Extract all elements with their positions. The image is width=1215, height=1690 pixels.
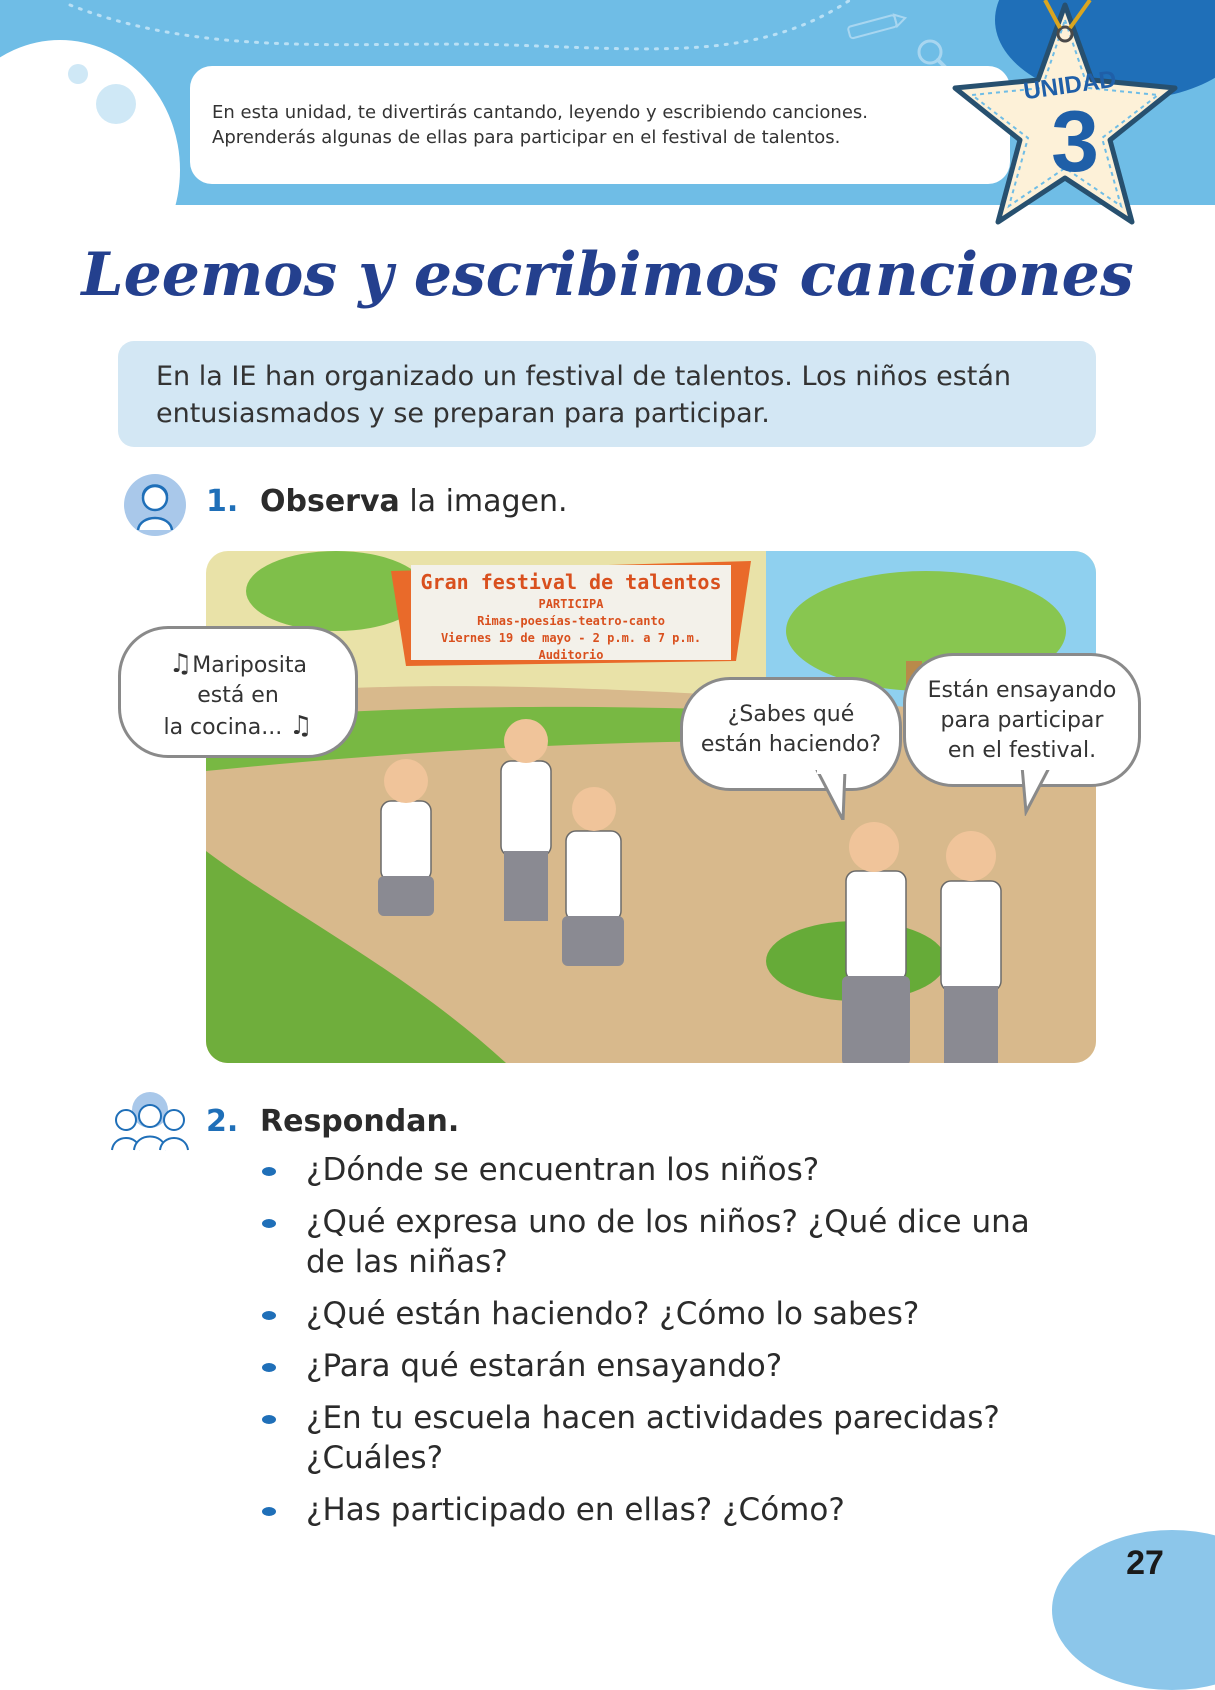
context-text [156, 358, 1066, 432]
decor-bubble [96, 84, 136, 124]
speech-bubble-song [118, 626, 358, 758]
question-line: ¿Qué están haciendo? ¿Cómo lo sabes? [306, 1296, 920, 1332]
activity-2-label: Respondan. [260, 1104, 460, 1139]
question-line: ¿Qué expresa uno de los niños? ¿Qué dice una [306, 1204, 1030, 1240]
decor-bubble [68, 64, 88, 84]
bubble-line: ¿Sabes qué [727, 702, 855, 727]
question-line: ¿Has participado en ellas? ¿Cómo? [306, 1492, 845, 1528]
intro-text [212, 100, 992, 150]
bubble-line: para participar [940, 708, 1104, 733]
student-icon [124, 474, 186, 536]
festival-illustration [206, 551, 1096, 1063]
list-item [258, 1346, 1078, 1386]
list-item [258, 1202, 1078, 1282]
activity-verb: Observa [260, 484, 400, 519]
question-line: ¿Para qué estarán ensayando? [306, 1348, 783, 1384]
activity-rest: la imagen. [399, 484, 568, 519]
intro-line: Aprenderás algunas de ellas para participar en el festival de talentos. [212, 127, 841, 148]
dotted-wave-decor [60, 0, 860, 60]
context-line: entusiasmados y se preparan para participar. [156, 398, 770, 429]
banner-line: Rimas-poesías-teatro-canto [477, 614, 665, 628]
list-item [258, 1150, 1078, 1190]
list-item [258, 1294, 1078, 1334]
bubble-line: en el festival. [947, 738, 1097, 763]
pencil-icon [840, 10, 910, 40]
bubble-line: está en [197, 683, 279, 708]
festival-banner [411, 568, 731, 664]
activity-1-instruction [260, 484, 568, 519]
bullet [262, 1363, 276, 1372]
context-line: En la IE han organizado un festival de talentos. Los niños están [156, 361, 1012, 392]
question-list [258, 1150, 1078, 1542]
question-line: ¿Dónde se encuentran los niños? [306, 1152, 820, 1188]
page-number: 27 [1126, 1544, 1164, 1582]
question-line: ¿Cuáles? [306, 1440, 444, 1476]
intro-line: En esta unidad, te divertirás cantando, leyendo y escribiendo canciones. [212, 102, 869, 123]
question-line: de las niñas? [306, 1244, 508, 1280]
music-note-icon: ♫ [168, 649, 193, 679]
bullet [262, 1167, 276, 1176]
bullet [262, 1415, 276, 1424]
banner-line: PARTICIPA [538, 597, 604, 611]
music-note-icon: ♫ [289, 711, 313, 741]
unit-label: UNIDAD [1021, 65, 1119, 106]
list-item [258, 1398, 1078, 1478]
bubble-line: la cocina... [163, 715, 283, 740]
bubble-line: Están ensayando [927, 678, 1117, 703]
banner-title: Gran festival de talentos [420, 570, 722, 594]
bullet [262, 1311, 276, 1320]
question-line: ¿En tu escuela hacen actividades parecidas? [306, 1400, 1000, 1436]
activity-number: 1. [206, 484, 239, 519]
banner-line: Viernes 19 de mayo - 2 p.m. a 7 p.m. [440, 631, 702, 645]
activity-1 [206, 484, 238, 519]
banner-line: Auditorio [538, 648, 604, 662]
bubble-line: Mariposita [192, 653, 308, 678]
bullet [262, 1507, 276, 1516]
bubble-tail [805, 770, 865, 820]
activity-number: 2. [206, 1104, 239, 1139]
group-icon [106, 1090, 194, 1152]
list-item [258, 1490, 1078, 1530]
bubble-tail [1010, 766, 1070, 816]
bubble-line: están haciendo? [700, 732, 882, 757]
speech-bubble-question [680, 677, 902, 791]
unit-number: 3 [1051, 94, 1099, 190]
page-title: Leemos y escribimos canciones [81, 240, 1134, 310]
bullet [262, 1219, 276, 1228]
